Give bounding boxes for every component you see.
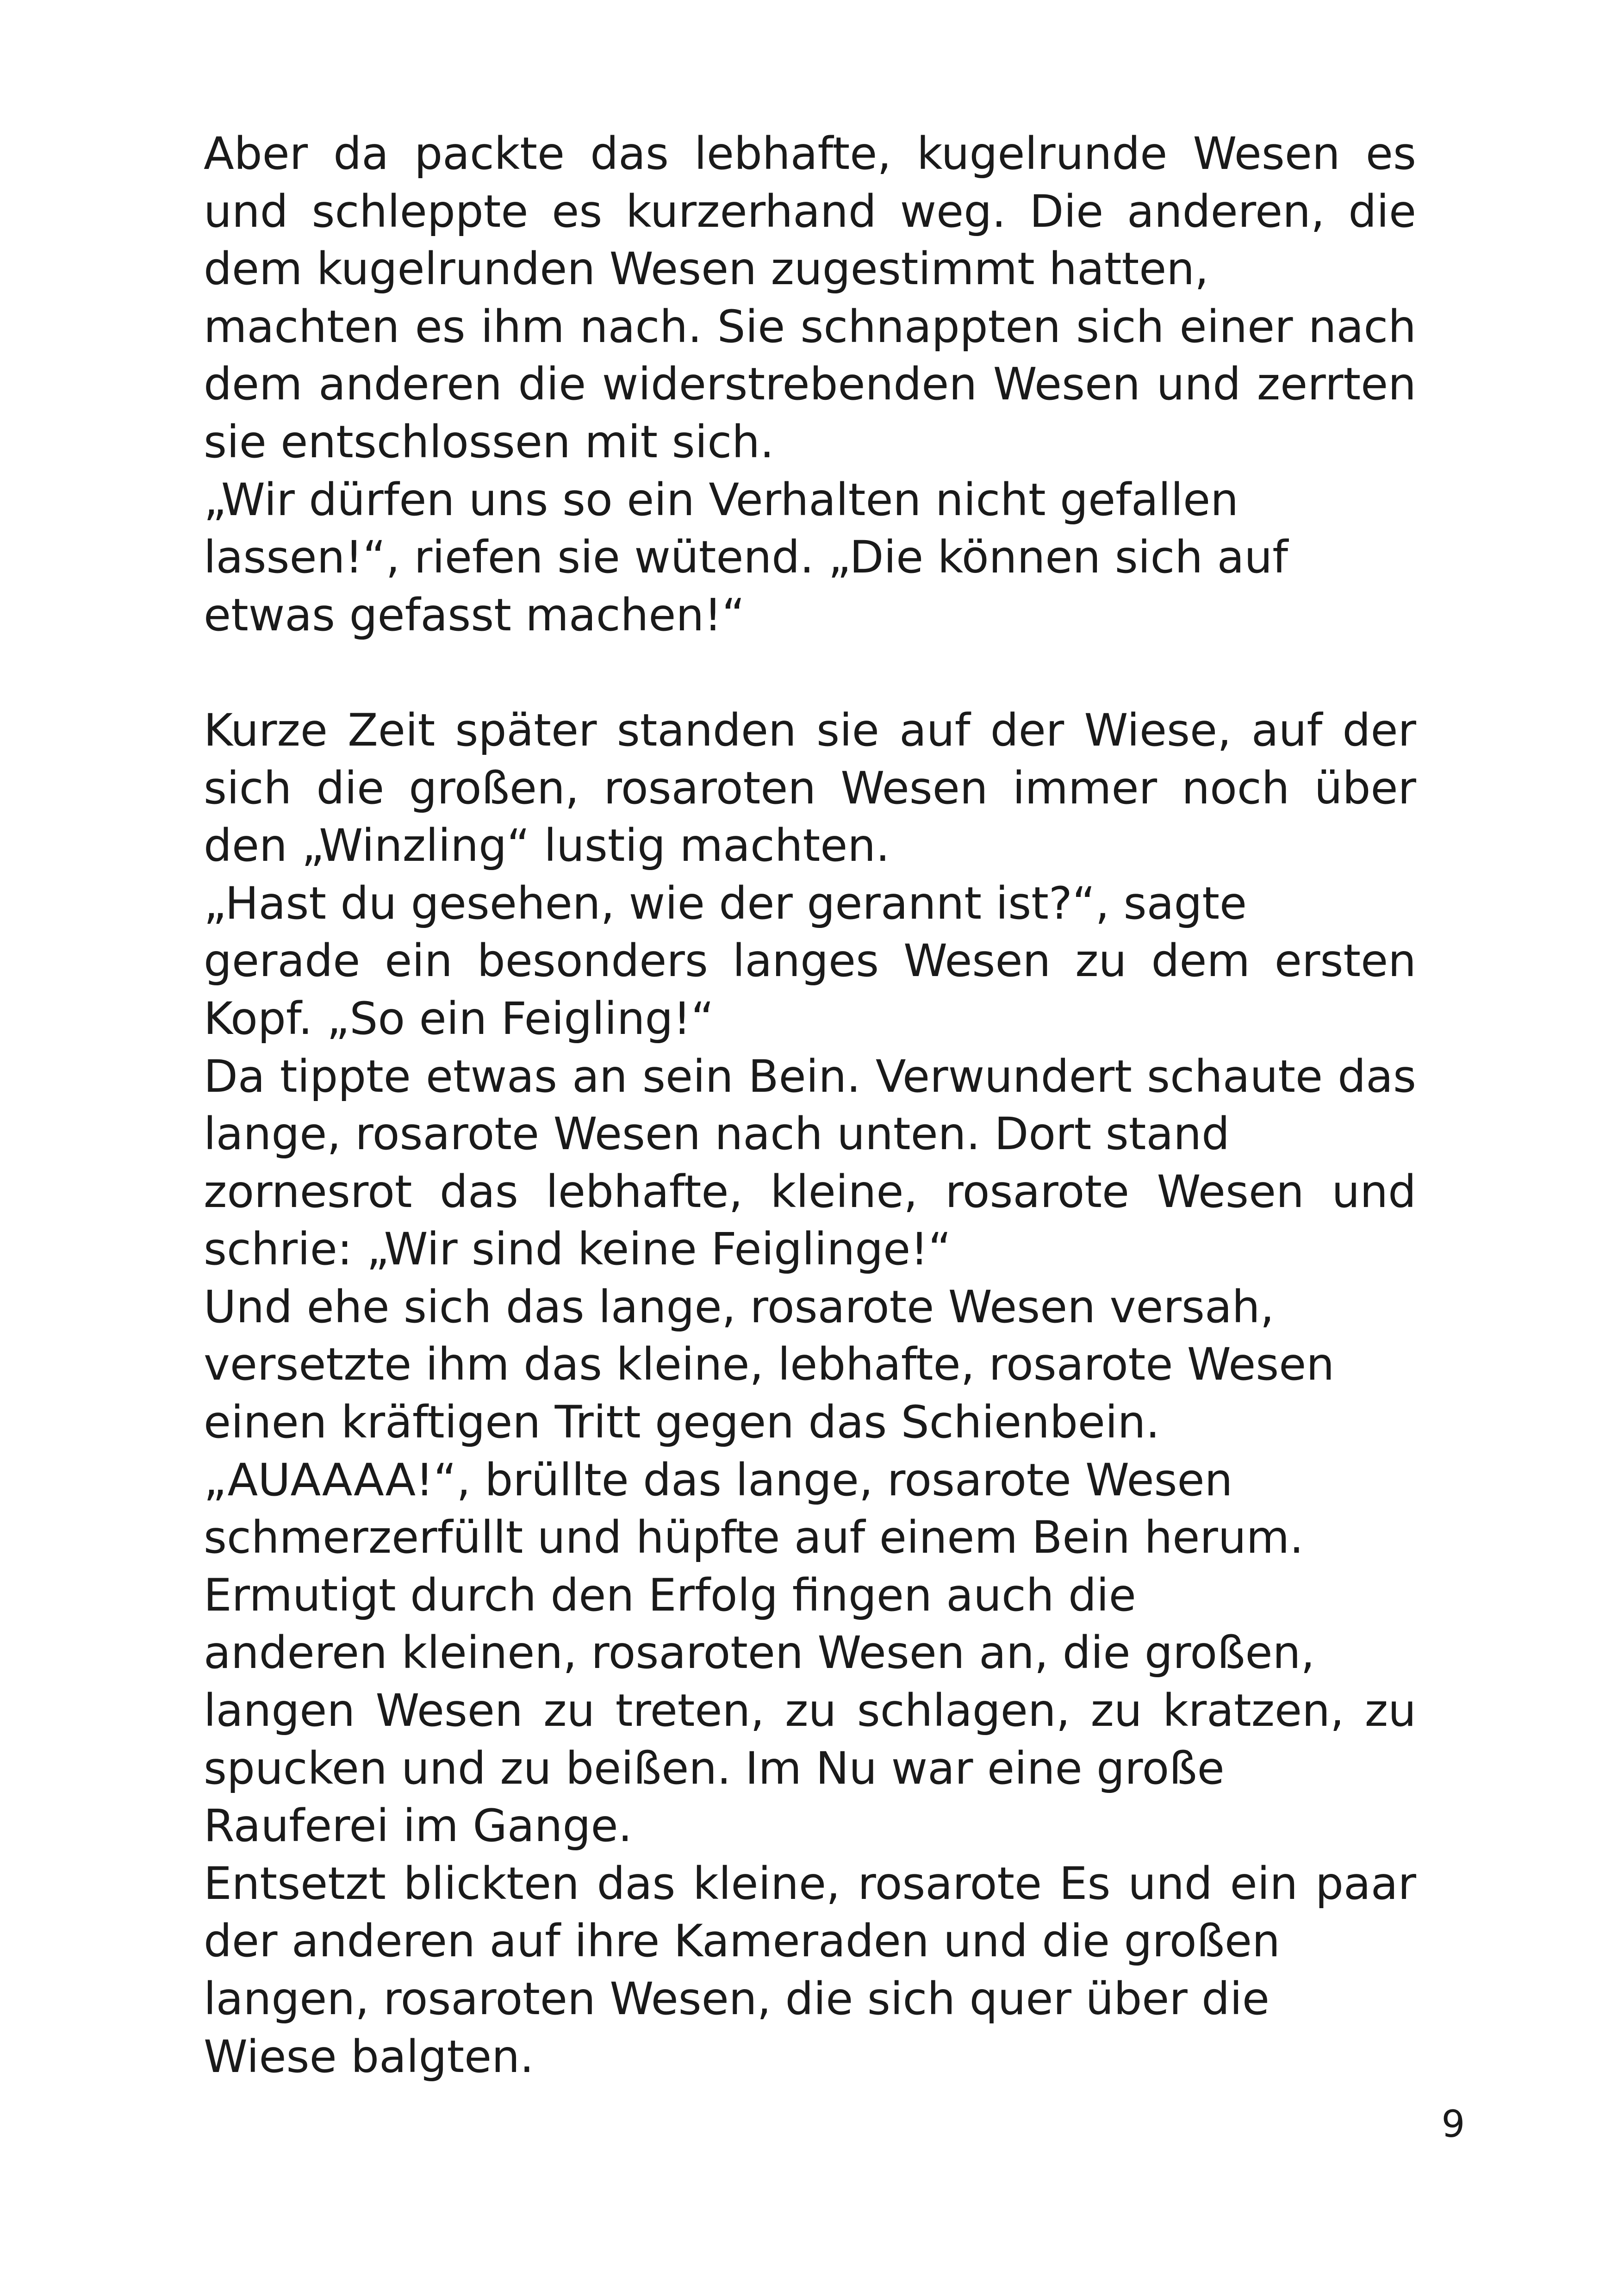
page-text: [204, 125, 1416, 2085]
text-line: langen Wesen zu treten, zu schlagen, zu kratzen, zu: [204, 1685, 1416, 1737]
text-line: lassen!“, riefen sie wütend. „Die können sich auf: [204, 531, 1288, 584]
text-line: Da tippte etwas an sein Bein. Verwundert schaute das: [204, 1050, 1416, 1102]
text-line: der anderen auf ihre Kameraden und die großen: [204, 1915, 1280, 1967]
text-line: Und ehe sich das lange, rosarote Wesen versah,: [204, 1281, 1275, 1333]
text-line: den „Winzling“ lustig machten.: [204, 820, 890, 872]
text-line: zornesrot das lebhafte, kleine, rosarote Wesen und: [204, 1165, 1416, 1218]
text-line: Aber da packte das lebhafte, kugelrunde Wesen es: [204, 128, 1416, 180]
page-number: 9: [1441, 2103, 1465, 2146]
text-line: gerade ein besonders langes Wesen zu dem ersten: [204, 935, 1416, 987]
text-line: Wiese balgten.: [204, 2030, 534, 2083]
text-line: Kurze Zeit später standen sie auf der Wiese, auf der: [204, 704, 1416, 756]
text-line: Rauferei im Gange.: [204, 1800, 633, 1852]
text-line: „Wir dürfen uns so ein Verhalten nicht gefallen: [204, 473, 1239, 526]
text-line: anderen kleinen, rosaroten Wesen an, die großen,: [204, 1627, 1315, 1679]
text-line: Kopf. „So ein Feigling!“: [204, 992, 714, 1045]
text-line: einen kräftigen Tritt gegen das Schienbein.: [204, 1396, 1160, 1449]
text-line: machten es ihm nach. Sie schnappten sich einer nach: [204, 300, 1416, 353]
text-line: schrie: „Wir sind keine Feiglinge!“: [204, 1223, 952, 1276]
text-line: versetzte ihm das kleine, lebhafte, rosarote Wesen: [204, 1338, 1335, 1391]
text-line: etwas gefasst machen!“: [204, 589, 745, 641]
text-line: spucken und zu beißen. Im Nu war eine große: [204, 1742, 1225, 1794]
paragraph-gap: [204, 644, 1416, 702]
text-line: dem anderen die widerstrebenden Wesen und zerrten: [204, 358, 1416, 411]
text-line: Ermutigt durch den Erfolg fingen auch die: [204, 1569, 1136, 1621]
text-line: sie entschlossen mit sich.: [204, 416, 774, 468]
text-line: schmerzerfüllt und hüpfte auf einem Bein herum.: [204, 1512, 1304, 1564]
text-line: dem kugelrunden Wesen zugestimmt hatten,: [204, 243, 1209, 295]
text-line: „Hast du gesehen, wie der gerannt ist?“, sagte: [204, 877, 1247, 929]
text-line: Entsetzt blickten das kleine, rosarote Es und ein paar: [204, 1857, 1416, 1910]
text-line: lange, rosarote Wesen nach unten. Dort stand: [204, 1108, 1230, 1160]
text-line: langen, rosaroten Wesen, die sich quer über die: [204, 1973, 1270, 2025]
text-line: „AUAAAA!“, brüllte das lange, rosarote Wesen: [204, 1454, 1233, 1506]
text-line: sich die großen, rosaroten Wesen immer noch über: [204, 762, 1416, 814]
text-line: und schleppte es kurzerhand weg. Die anderen, die: [204, 185, 1416, 237]
